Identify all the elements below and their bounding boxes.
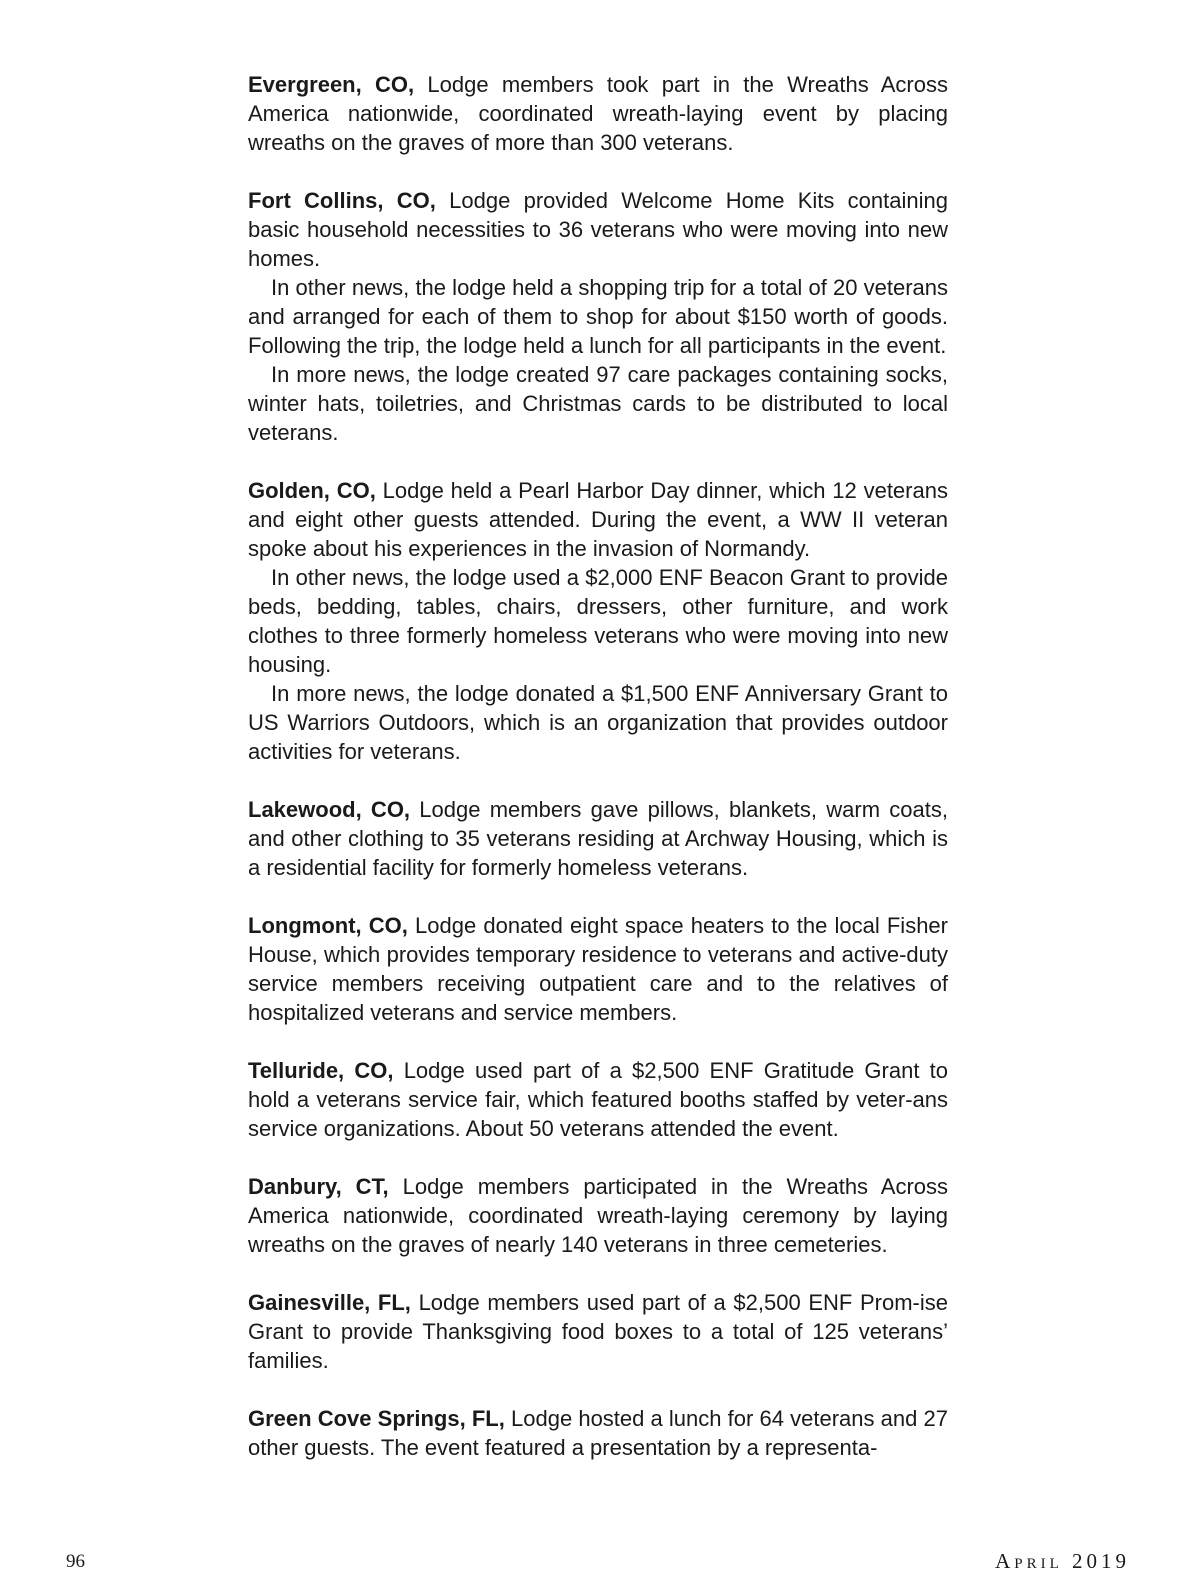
paragraph-text: Lodge members took part in the Wreaths Across America nationwide, coordinated wreath-laying event by placing wreaths on the graves of more than 300 veterans. bbox=[248, 72, 948, 155]
lodge-location: Gainesville, FL, bbox=[248, 1290, 411, 1315]
entry-paragraph bbox=[248, 476, 948, 563]
news-entry bbox=[248, 186, 948, 447]
lodge-location: Evergreen, CO, bbox=[248, 72, 415, 97]
news-entry bbox=[248, 70, 948, 157]
lodge-location: Lakewood, CO, bbox=[248, 797, 411, 822]
issue-date: April 2019 bbox=[995, 1549, 1130, 1573]
article-column bbox=[248, 70, 948, 1491]
paragraph-text: In other news, the lodge held a shopping trip for a total of 20 veterans and arranged for each of them to shop for about $150 worth of goods. Following the trip, the lodge held a lunch for all participants in the event. bbox=[248, 275, 948, 358]
lodge-location: Golden, CO, bbox=[248, 478, 376, 503]
entry-paragraph bbox=[248, 273, 948, 360]
paragraph-text: In more news, the lodge created 97 care packages containing socks, winter hats, toiletries, and Christmas cards to be distributed to local veterans. bbox=[248, 362, 948, 445]
lodge-location: Telluride, CO, bbox=[248, 1058, 394, 1083]
news-entry bbox=[248, 476, 948, 766]
paragraph-text: In more news, the lodge donated a $1,500 ENF Anniversary Grant to US Warriors Outdoors, which is an organization that provides outdoor activities for veterans. bbox=[248, 681, 948, 764]
paragraph-text: Lodge donated eight space heaters to the local Fisher House, which provides temporary residence to veterans and active-duty service members receiving outpatient care and to the relatives of hospitalized veterans and service members. bbox=[248, 913, 948, 1025]
entry-paragraph bbox=[248, 1288, 948, 1375]
paragraph-text: Lodge hosted a lunch for 64 veterans and 27 other guests. The event featured a presentation by a representa- bbox=[248, 1406, 948, 1460]
entry-paragraph bbox=[248, 70, 948, 157]
paragraph-text: Lodge members participated in the Wreaths Across America nationwide, coordinated wreath-laying ceremony by laying wreaths on the graves of nearly 140 veterans in three cemeteries. bbox=[248, 1174, 949, 1257]
lodge-location: Fort Collins, CO, bbox=[248, 188, 436, 213]
paragraph-text: Lodge members gave pillows, blankets, warm coats, and other clothing to 35 veterans residing at Archway Housing, which is a residential facility for formerly homeless veterans. bbox=[248, 797, 948, 880]
entry-paragraph bbox=[248, 360, 948, 447]
entry-paragraph bbox=[248, 795, 948, 882]
entry-paragraph bbox=[248, 563, 948, 679]
lodge-location: Danbury, CT, bbox=[248, 1174, 389, 1199]
news-entry bbox=[248, 911, 948, 1027]
paragraph-text: Lodge members used part of a $2,500 ENF Prom-ise Grant to provide Thanksgiving food boxes to a total of 125 veterans’ families. bbox=[248, 1290, 948, 1373]
news-entry bbox=[248, 1288, 948, 1375]
paragraph-text: Lodge provided Welcome Home Kits containing basic household necessities to 36 veterans who were moving into new homes. bbox=[248, 188, 948, 271]
news-entry bbox=[248, 795, 948, 882]
lodge-location: Green Cove Springs, FL, bbox=[248, 1406, 505, 1431]
news-entry bbox=[248, 1056, 948, 1143]
paragraph-text: Lodge used part of a $2,500 ENF Gratitude Grant to hold a veterans service fair, which featured booths staffed by veter-ans service organizations. About 50 veterans attended the event. bbox=[248, 1058, 948, 1141]
page-number: 96 bbox=[66, 1551, 85, 1572]
entry-paragraph bbox=[248, 911, 948, 1027]
paragraph-text: In other news, the lodge used a $2,000 ENF Beacon Grant to provide beds, bedding, tables, chairs, dressers, other furniture, and work clothes to three formerly homeless veterans who were moving into new housing. bbox=[248, 565, 948, 677]
news-entry bbox=[248, 1172, 948, 1259]
entry-paragraph bbox=[248, 186, 948, 273]
entry-paragraph bbox=[248, 1404, 948, 1462]
entry-paragraph bbox=[248, 679, 948, 766]
news-entry bbox=[248, 1404, 948, 1462]
lodge-location: Longmont, CO, bbox=[248, 913, 408, 938]
paragraph-text: Lodge held a Pearl Harbor Day dinner, which 12 veterans and eight other guests attended. During the event, a WW II veteran spoke about his experiences in the invasion of Normandy. bbox=[248, 478, 948, 561]
entry-paragraph bbox=[248, 1172, 948, 1259]
entry-paragraph bbox=[248, 1056, 948, 1143]
